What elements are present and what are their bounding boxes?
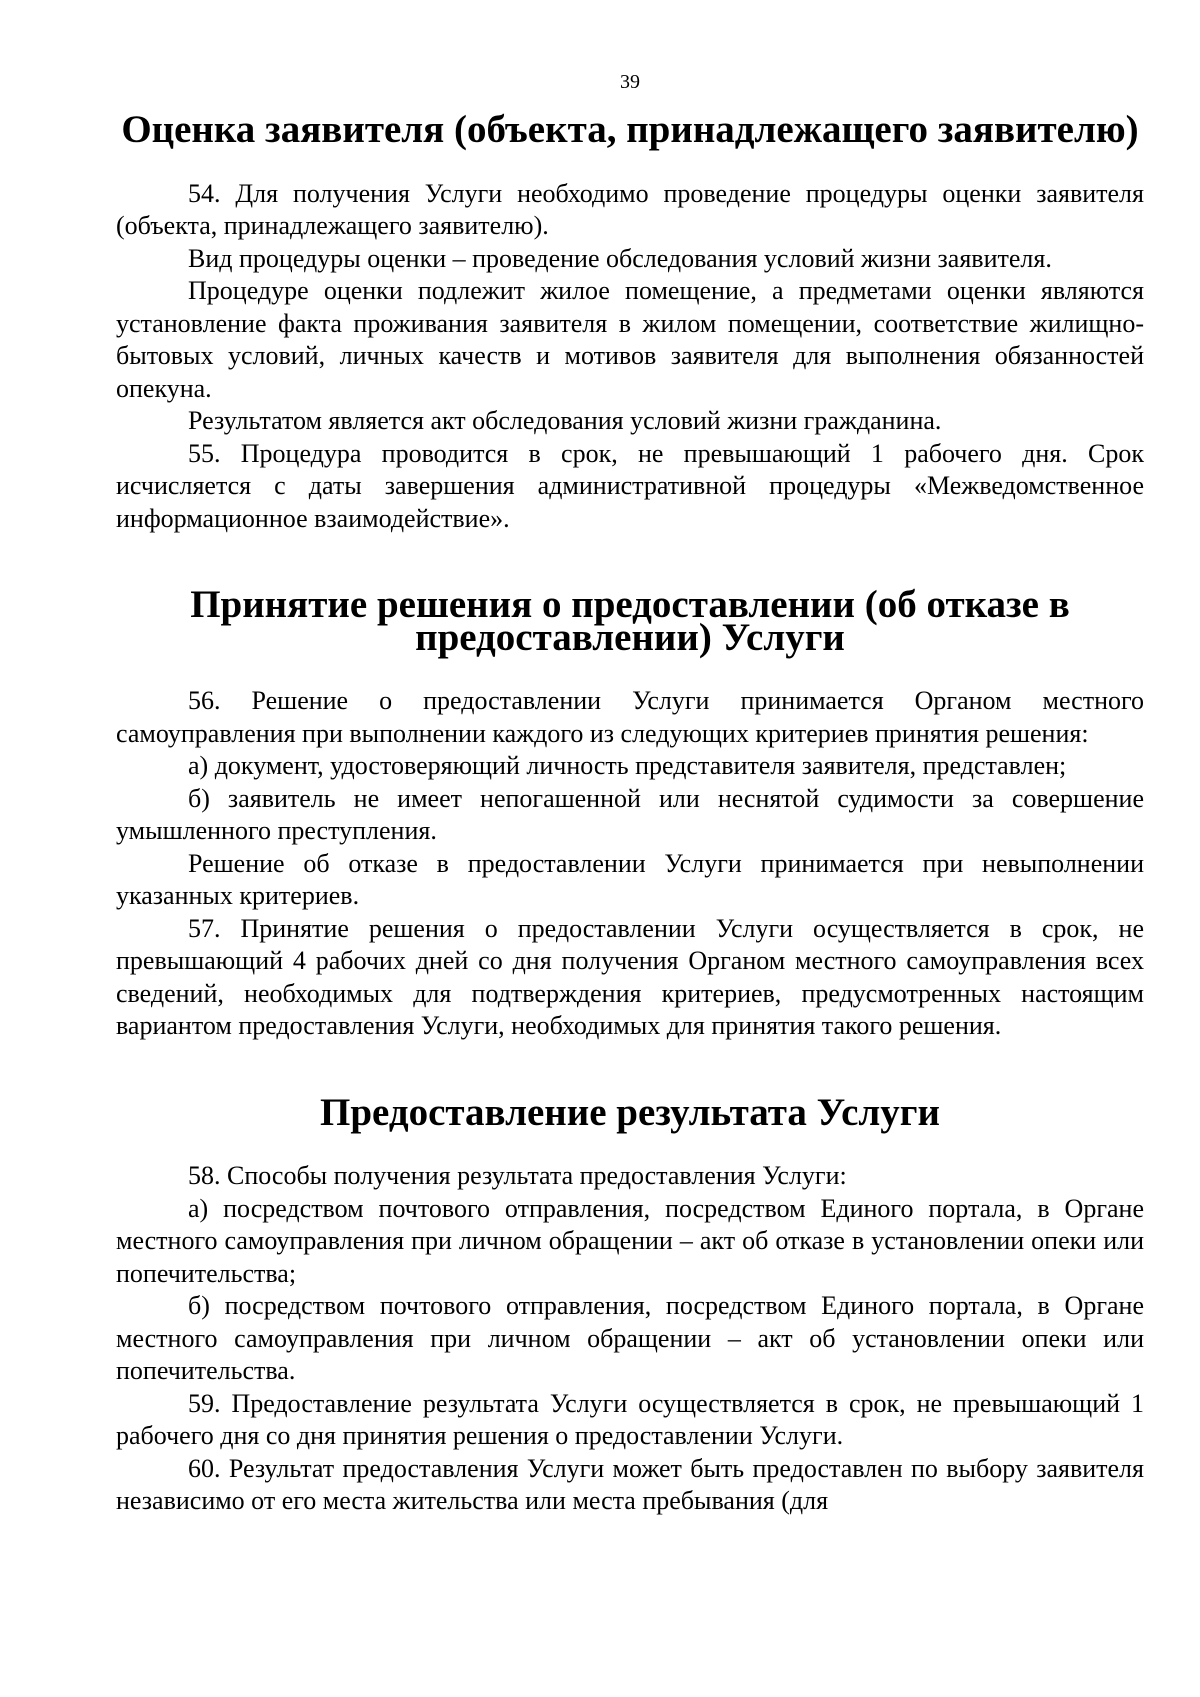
paragraph-54: 54. Для получения Услуги необходимо проведение процедуры оценки заявителя (объекта, принадлежащего заявителю). [116, 178, 1144, 240]
section-result-delivery [116, 1090, 1144, 1518]
paragraph-assessment-subject: Процедуре оценки подлежит жилое помещение, а предметами оценки являются установление факта проживания заявителя в жилом помещении, соответствие жилищно-бытовых условий, личных качеств и мотивов заявителя для выполнения обязанностей опекуна. [116, 276, 1144, 403]
page-number: 39 [620, 71, 640, 93]
paragraph-assessment-type: Вид процедуры оценки – проведение обследования условий жизни заявителя. [188, 243, 1052, 273]
paragraph-59: 59. Предоставление результата Услуги осуществляется в срок, не превышающий 1 рабочего дня со дня принятия решения о предоставлении Услуги. [116, 1388, 1144, 1450]
section-applicant-assessment [116, 108, 1144, 535]
criterion-a: а) документ, удостоверяющий личность представителя заявителя, представлен; [188, 751, 1067, 780]
paragraph-refusal: Решение об отказе в предоставлении Услуги принимается при невыполнении указанных критериев. [116, 848, 1144, 910]
section-heading-result: Предоставление результата Услуги [320, 1090, 940, 1134]
paragraph-57: 57. Принятие решения о предоставлении Услуги осуществляется в срок, не превышающий 4 рабочих дней со дня получения Органом местного самоуправления всех сведений, необходимых для подтверждения критериев, предусмотренных настоящим вариантом предоставления Услуги, необходимых для принятия такого решения. [116, 913, 1144, 1040]
paragraph-60: 60. Результат предоставления Услуги может быть предоставлен по выбору заявителя независимо от его места жительства или места пребывания (для [116, 1453, 1144, 1515]
paragraph-56: 56. Решение о предоставлении Услуги принимается Органом местного самоуправления при выполнении каждого из следующих критериев принятия решения: [116, 686, 1144, 748]
paragraph-55: 55. Процедура проводится в срок, не превышающий 1 рабочего дня. Срок исчисляется с даты завершения административной процедуры «Межведомственное информационное взаимодействие». [116, 438, 1144, 533]
section-heading-assessment: Оценка заявителя (объекта, принадлежащего заявителю) [121, 108, 1139, 151]
delivery-option-a: а) посредством почтового отправления, посредством Единого портала, в Органе местного самоуправления при личном обращении – акт об отказе в установлении опеки или попечительства; [116, 1193, 1144, 1288]
section-decision [116, 583, 1144, 1043]
criterion-b: б) заявитель не имеет непогашенной или неснятой судимости за совершение умышленного преступления. [116, 783, 1144, 845]
paragraph-58: 58. Способы получения результата предоставления Услуги: [188, 1161, 847, 1190]
section-heading-decision: Принятие решения о предоставлении (об отказе в предоставлении) Услуги [190, 583, 1070, 659]
delivery-option-b: б) посредством почтового отправления, посредством Единого портала, в Органе местного самоуправления при личном обращении – акт об установлении опеки или попечительства. [116, 1291, 1144, 1385]
paragraph-assessment-result: Результатом является акт обследования условий жизни гражданина. [188, 406, 942, 435]
